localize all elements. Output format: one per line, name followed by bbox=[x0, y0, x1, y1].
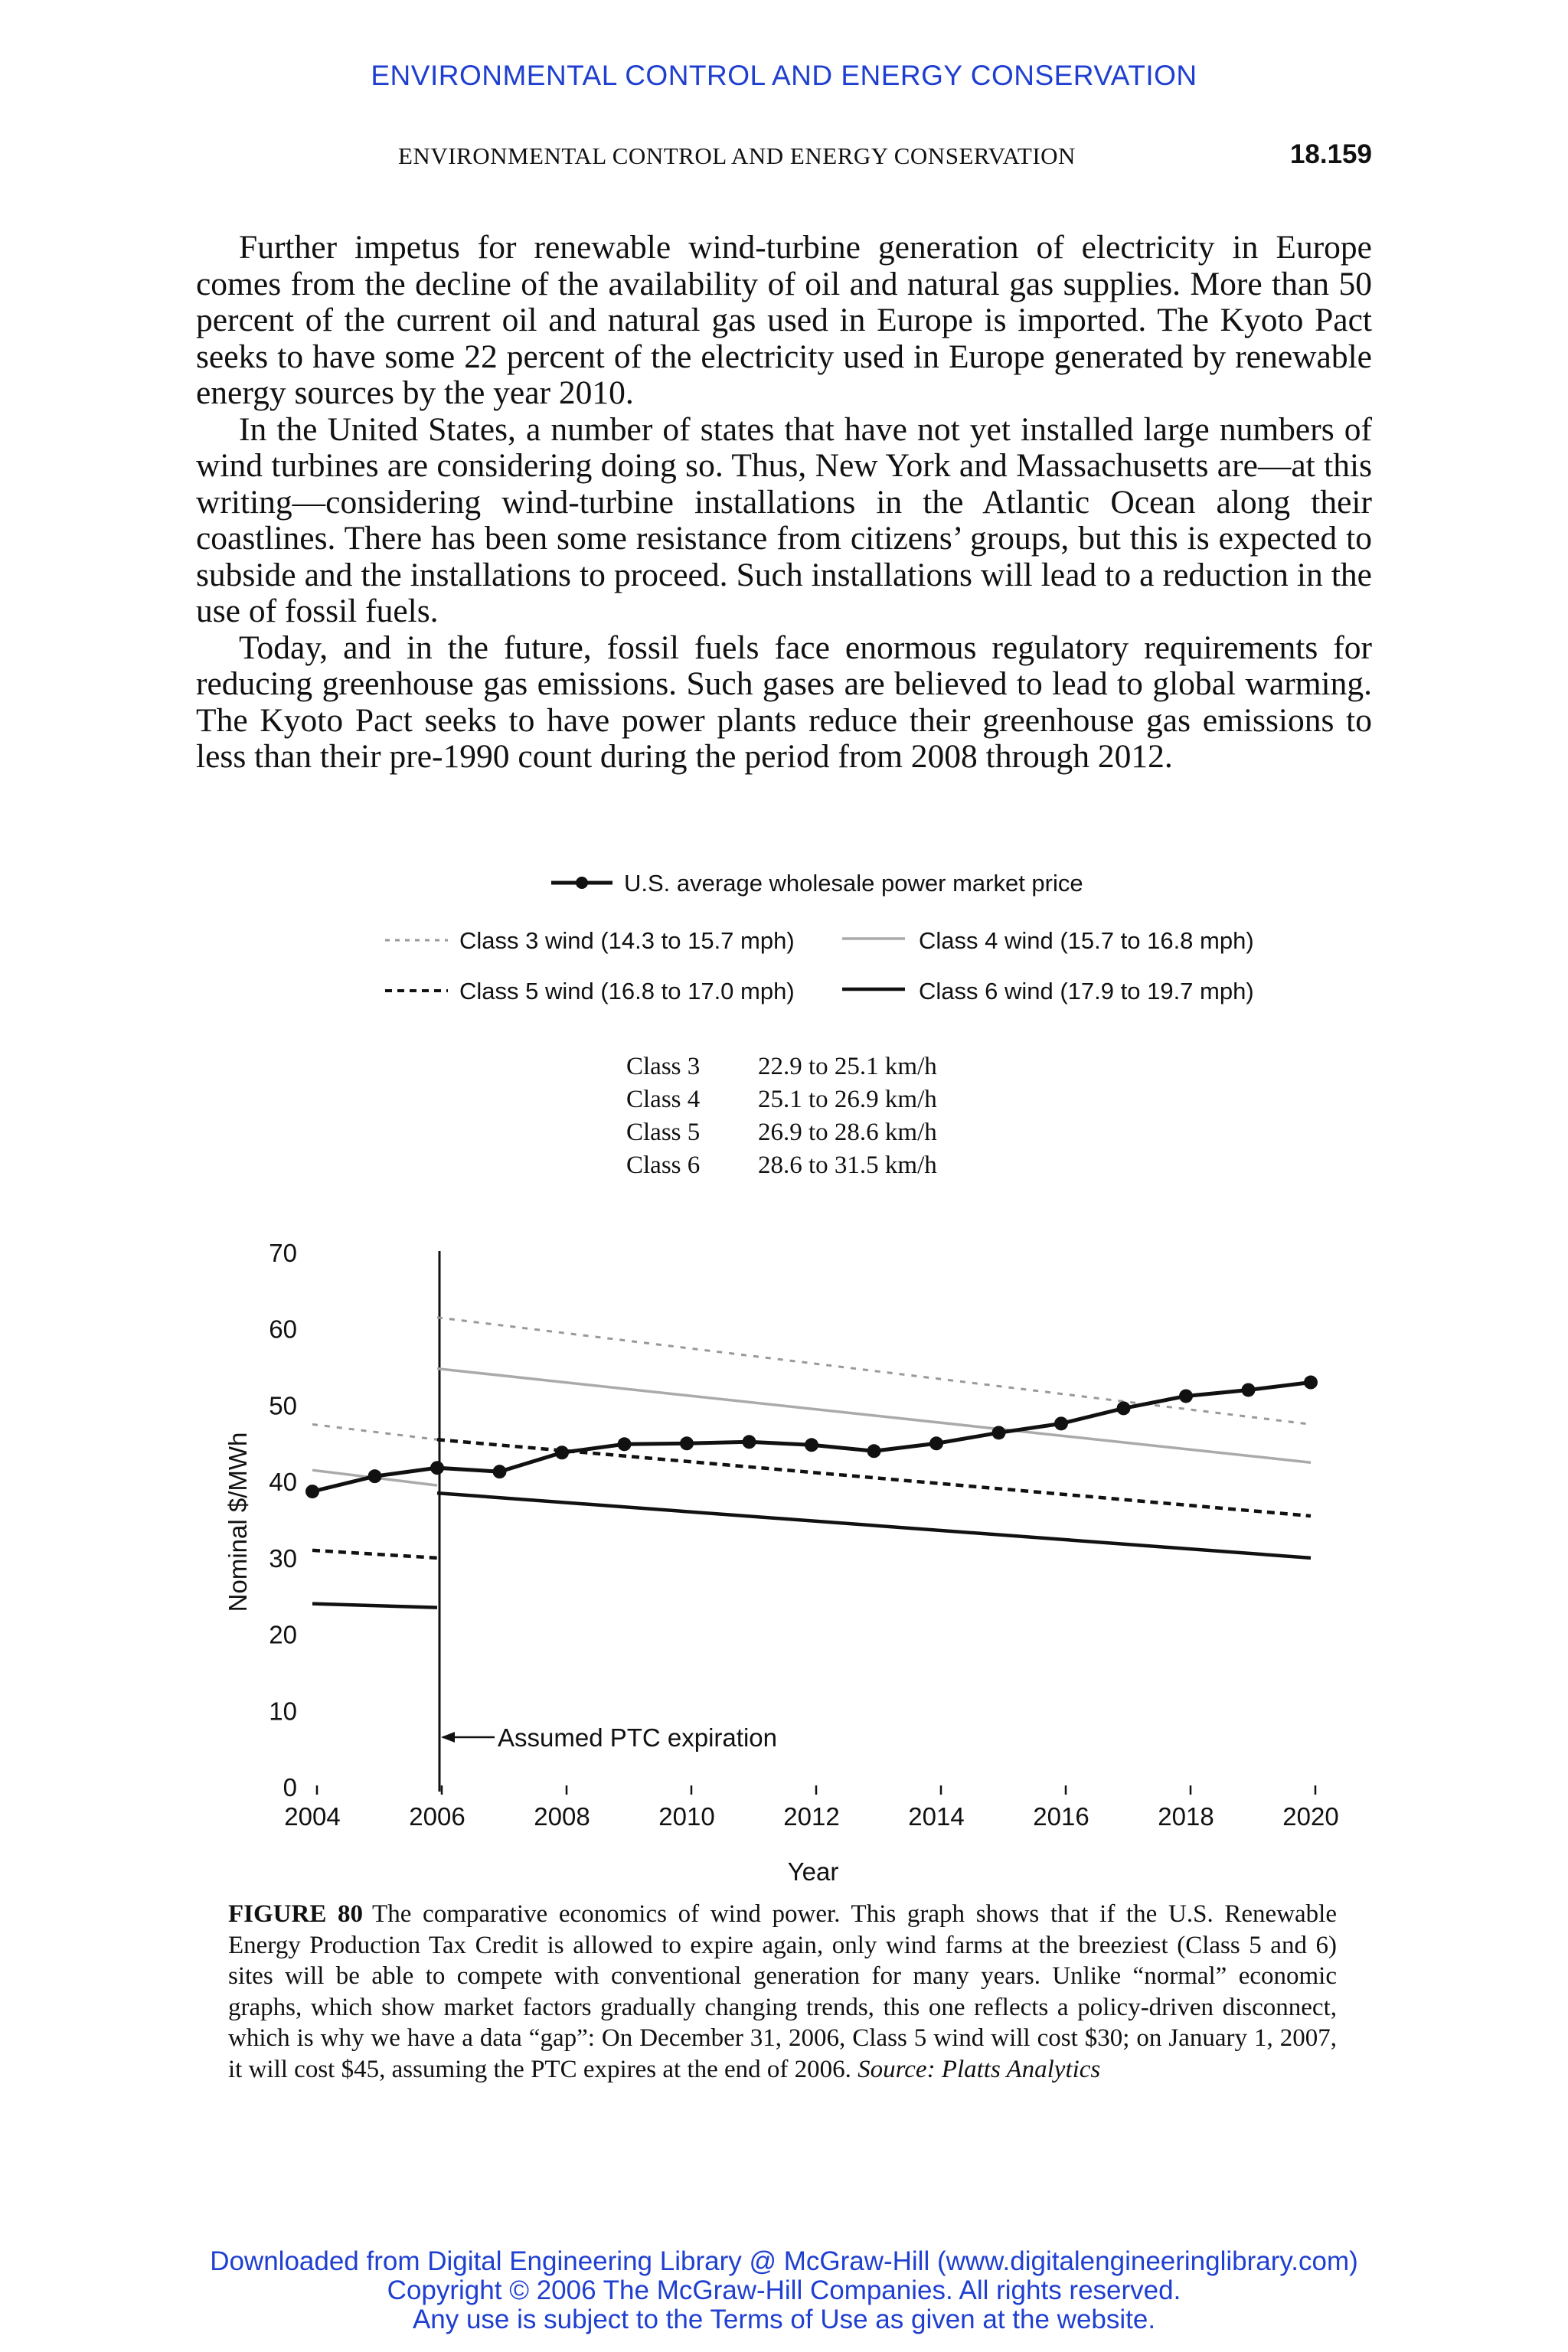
series-lines bbox=[312, 1318, 1311, 1608]
market-price-point bbox=[1242, 1383, 1256, 1396]
conversion-range: 28.6 to 31.5 km/h bbox=[758, 1152, 937, 1179]
series-line-class-5-wind bbox=[312, 1550, 437, 1558]
market-price-point bbox=[805, 1438, 818, 1452]
legend-label-class4: Class 4 wind (15.7 to 16.8 mph) bbox=[919, 927, 1254, 954]
market-price-point bbox=[929, 1436, 943, 1450]
top-banner: ENVIRONMENTAL CONTROL AND ENERGY CONSERVATION bbox=[371, 60, 1197, 91]
y-tick-label: 70 bbox=[269, 1239, 297, 1267]
x-tick-label: 2016 bbox=[1033, 1802, 1089, 1831]
legend-label-market: U.S. average wholesale power market price bbox=[624, 870, 1083, 897]
market-price-line bbox=[312, 1383, 1311, 1492]
market-price-point bbox=[618, 1437, 632, 1451]
legend-label-class6: Class 6 wind (17.9 to 19.7 mph) bbox=[919, 978, 1254, 1004]
conversion-range: 22.9 to 25.1 km/h bbox=[758, 1053, 937, 1080]
market-price-point bbox=[743, 1435, 756, 1449]
conversion-class-label: Class 4 bbox=[626, 1086, 701, 1113]
x-axis-label: Year bbox=[787, 1857, 839, 1886]
market-price-point bbox=[1054, 1416, 1068, 1430]
market-price-point bbox=[1179, 1389, 1193, 1403]
caption-text: The comparative economics of wind power. This graph shows that if the U.S. Renewable Energy Production Tax Credit is allowed to expire again, only wind farms at the breeziest (Class 5 and 6) sites will be able to compete with conventional generation for many years. Unlike “normal” economic graphs, which show market factors gradually changing trends, this one reflects a policy-driven disconnect, which is why we have a data “gap”: On December 31, 2006, Class 5 wind will cost $30; on January 1, 2007, it will cost $45, assuming the PTC expires at the end of 2006. bbox=[228, 1900, 1338, 2083]
market-price-point bbox=[493, 1465, 507, 1478]
y-axis-label: Nominal $/MWh bbox=[224, 1432, 252, 1612]
ptc-annotation-label: Assumed PTC expiration bbox=[498, 1723, 777, 1752]
y-axis bbox=[269, 1239, 297, 1802]
footer-terms-line: Any use is subject to the Terms of Use as given at the website. bbox=[412, 2305, 1156, 2334]
figure-caption bbox=[228, 1899, 1337, 2085]
market-price-point bbox=[992, 1426, 1006, 1439]
series-line-class-3-wind bbox=[312, 1424, 437, 1439]
y-tick-label: 40 bbox=[269, 1468, 297, 1497]
footer-download-line: Downloaded from Digital Engineering Library @ McGraw-Hill (www.digitalengineeringlibrary.com) bbox=[210, 2246, 1358, 2276]
x-tick-label: 2006 bbox=[409, 1802, 466, 1831]
market-price-series bbox=[305, 1376, 1318, 1499]
running-head-title: ENVIRONMENTAL CONTROL AND ENERGY CONSERVATION bbox=[398, 142, 1076, 169]
market-price-point bbox=[680, 1436, 694, 1450]
conversion-table bbox=[626, 1053, 937, 1179]
page-number: 18.159 bbox=[1289, 139, 1372, 169]
x-tick-label: 2018 bbox=[1158, 1802, 1214, 1831]
market-price-point bbox=[368, 1469, 382, 1483]
x-tick-label: 2004 bbox=[284, 1802, 341, 1831]
y-tick-label: 0 bbox=[283, 1773, 297, 1802]
y-tick-label: 60 bbox=[269, 1315, 297, 1344]
x-axis bbox=[284, 1785, 1338, 1831]
y-tick-label: 20 bbox=[269, 1620, 297, 1649]
conversion-range: 26.9 to 28.6 km/h bbox=[758, 1119, 937, 1146]
x-tick-label: 2008 bbox=[534, 1802, 590, 1831]
legend-label-class3: Class 3 wind (14.3 to 15.7 mph) bbox=[459, 927, 795, 954]
paragraph: Today, and in the future, fossil fuels face enormous regulatory requirements for reducing greenhouse gas emissions. Such gases are believed to lead to global warming. The Kyoto Pact seeks to have power plants reduce their greenhouse gas emissions to less than their pre-1990 count during the period from 2008 through 2012. bbox=[196, 629, 1372, 775]
conversion-range: 25.1 to 26.9 km/h bbox=[758, 1086, 937, 1113]
footer bbox=[0, 2247, 1568, 2334]
y-tick-label: 10 bbox=[269, 1697, 297, 1726]
legend-label-class5: Class 5 wind (16.8 to 17.0 mph) bbox=[459, 978, 795, 1004]
paragraph: Further impetus for renewable wind-turbine generation of electricity in Europe comes from the decline of the availability of oil and natural gas supplies. More than 50 percent of the current oil and natural gas used in Europe is imported. The Kyoto Pact seeks to have some 22 percent of the electricity used in Europe generated by renewable energy sources by the year 2010. bbox=[196, 229, 1372, 411]
legend bbox=[385, 870, 1254, 1004]
ptc-annotation-arrowhead bbox=[441, 1732, 455, 1743]
y-tick-label: 50 bbox=[269, 1391, 297, 1420]
x-tick-label: 2014 bbox=[908, 1802, 965, 1831]
paragraph: In the United States, a number of states that have not yet installed large numbers of wind turbines are considering doing so. Thus, New York and Massachusetts are—at this writing—considering wind-turbine installations in the Atlantic Ocean along their coastlines. There has been some resistance from citizens’ groups, but this is expected to subside and the installations to proceed. Such installations will lead to a reduction in the use of fossil fuels. bbox=[196, 410, 1372, 629]
x-tick-label: 2012 bbox=[783, 1802, 840, 1831]
caption-source: Source: Platts Analytics bbox=[858, 2055, 1101, 2083]
conversion-class-label: Class 6 bbox=[626, 1152, 701, 1179]
y-tick-label: 30 bbox=[269, 1544, 297, 1573]
x-tick-label: 2020 bbox=[1282, 1802, 1339, 1831]
figure-label: FIGURE 80 bbox=[228, 1900, 364, 1928]
market-price-point bbox=[430, 1461, 444, 1475]
market-price-point bbox=[555, 1446, 569, 1459]
market-price-point bbox=[867, 1444, 881, 1458]
market-price-point bbox=[305, 1485, 319, 1498]
series-line-class-3-wind bbox=[437, 1318, 1311, 1425]
market-price-point bbox=[1117, 1401, 1131, 1415]
x-tick-label: 2010 bbox=[658, 1802, 715, 1831]
conversion-class-label: Class 3 bbox=[626, 1053, 701, 1080]
market-price-point bbox=[1304, 1376, 1318, 1390]
conversion-class-label: Class 5 bbox=[626, 1119, 701, 1146]
series-line-class-6-wind bbox=[312, 1604, 437, 1608]
legend-swatch-market-marker bbox=[576, 877, 588, 889]
footer-copyright-line: Copyright © 2006 The McGraw-Hill Companies. All rights reserved. bbox=[387, 2275, 1181, 2305]
